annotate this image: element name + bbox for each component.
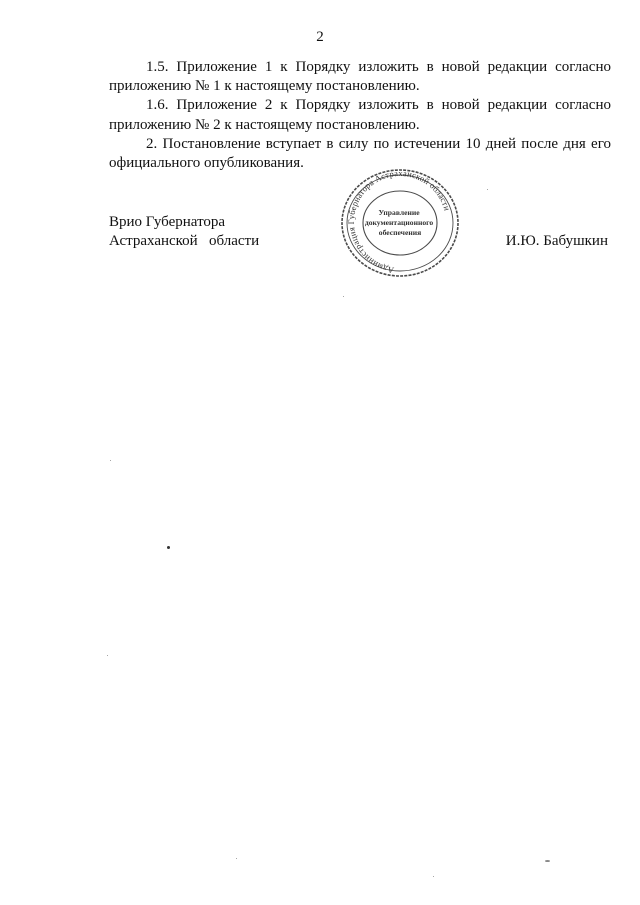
scan-speck xyxy=(433,876,434,877)
signatory-title-line-2: Астраханской области xyxy=(109,233,260,249)
page-number: 2 xyxy=(316,29,324,45)
paragraph-1-5: 1.5. Приложение 1 к Порядку изложить в новой редакции согласно приложению № 1 к настоящему постановлению. xyxy=(109,59,611,95)
scan-speck xyxy=(167,546,170,549)
scan-speck xyxy=(107,655,108,656)
scan-speck xyxy=(110,460,111,461)
official-stamp xyxy=(331,164,469,282)
paragraph-2: 2. Постановление вступает в силу по истечении 10 дней после дня его официального опубликования. xyxy=(109,135,611,172)
signatory-name: И.Ю. Бабушкин xyxy=(505,233,608,249)
signatory-title-line-1: Врио Губернатора xyxy=(109,214,226,230)
scan-speck xyxy=(236,858,237,859)
paragraph-1-6: 1.6. Приложение 2 к Порядку изложить в новой редакции согласно приложению № 2 к настоящему постановлению. xyxy=(109,97,611,133)
scan-speck xyxy=(487,189,488,190)
scan-speck xyxy=(343,296,344,297)
scan-speck xyxy=(545,860,550,862)
document-body xyxy=(109,58,611,173)
signatory-title xyxy=(109,213,259,251)
svg-text:Администрация Губернатора Астр: Администрация Губернатора Астраханской области xyxy=(346,167,453,276)
svg-text:Управление документационно: Управление документационного обеспечения xyxy=(364,208,434,237)
